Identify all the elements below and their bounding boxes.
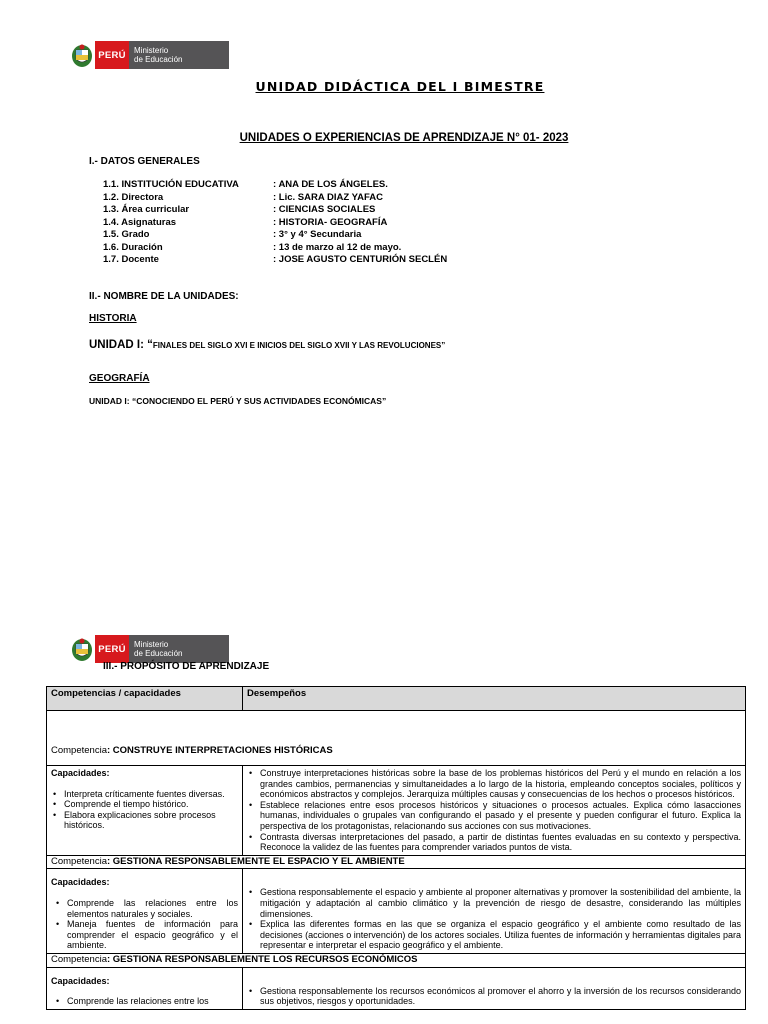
peru-coat-of-arms-icon <box>71 41 93 69</box>
learning-purpose-table <box>46 686 746 1010</box>
general-row: 1.5. Grado : 3° y 4° Secundaria <box>103 229 362 240</box>
competencia-row: Competencia: GESTIONA RESPONSABLEMENTE LOS RECURSOS ECONÓMICOS <box>47 953 746 967</box>
geografia-unit-title: UNIDAD I: “CONOCIENDO EL PERÚ Y SUS ACTIVIDADES ECONÓMICAS” <box>89 396 387 406</box>
general-row: 1.1. INSTITUCIÓN EDUCATIVA : ANA DE LOS ÁNGELES. <box>103 179 388 190</box>
desempenos-cell <box>243 766 746 856</box>
list-item: • Gestiona responsablemente el espacio y ambiente al proponer alternativas y promover la sostenibilidad del ambiente, la mitigación y adaptación al cambio climático y la prevención de riesgo de desastre, considerando las múltiples dimensiones. <box>260 887 741 919</box>
general-row: 1.3. Área curricular : CIENCIAS SOCIALES <box>103 204 376 215</box>
historia-unit-title: UNIDAD I: “FINALES DEL SIGLO XVI E INICIOS DEL SIGLO XVII Y LAS REVOLUCIONES” <box>89 339 446 351</box>
capacidades-cell: Capacidades: • Comprende las relaciones entre los <box>47 967 243 1009</box>
general-row: 1.7. Docente : JOSE AGUSTO CENTURIÓN SECLÉN <box>103 254 448 265</box>
section-datos-generales: I.- DATOS GENERALES <box>89 156 200 167</box>
capacidades-cell: Capacidades: • Interpreta críticamente fuentes diversas. • Comprende el tiempo histórico. • Elabora explicaciones sobre procesos históricos. <box>47 766 243 856</box>
list-item: • Comprende las relaciones entre los elementos naturales y sociales. <box>67 898 238 919</box>
list-item: • Comprende el tiempo histórico. <box>64 799 238 810</box>
list-item: • Establece relaciones entre esos procesos históricos y situaciones o procesos actuales. Explica cómo lasacciones humanas, individuales o grupales van configurando el pasado y el presente y pueden configurar el futuro. Explica la perspectiva de los protagonistas, relacionando sus acciones con sus motivaciones. <box>260 800 741 832</box>
historia-heading: HISTORIA <box>89 313 137 324</box>
general-row: 1.2. Directora : Lic. SARA DIAZ YAFAC <box>103 191 383 203</box>
peru-label: PERÚ <box>95 41 129 69</box>
col-competencias-header: Competencias / capacidades <box>47 687 243 711</box>
list-item: • Maneja fuentes de información para comprender el espacio geográfico y el ambiente. <box>67 919 238 951</box>
col-desempenos-header: Desempeños <box>243 687 746 711</box>
desempenos-cell <box>243 869 746 954</box>
section-nombre-unidades: II.- NOMBRE DE LA UNIDADES: <box>89 291 239 302</box>
table-row <box>47 766 746 856</box>
list-item: • Contrasta diversas interpretaciones del pasado, a partir de distintas fuentes evaluadas en su contexto y perspectiva. Reconoce la validez de las fuentes para comprender variados puntos de vista. <box>260 832 741 853</box>
competencia-row: Competencia: GESTIONA RESPONSABLEMENTE EL ESPACIO Y EL AMBIENTE <box>47 855 746 869</box>
competencia-row: Competencia: CONSTRUYE INTERPRETACIONES HISTÓRICAS <box>47 711 746 766</box>
general-row: 1.6. Duración : 13 de marzo al 12 de mayo. <box>103 241 402 253</box>
desempenos-cell <box>243 967 746 1009</box>
geografia-heading: GEOGRAFÍA <box>89 373 150 384</box>
general-data-list <box>103 179 447 267</box>
peru-coat-of-arms-icon <box>71 635 93 663</box>
table-row <box>47 967 746 1009</box>
list-item: • Interpreta críticamente fuentes diversas. <box>64 789 238 800</box>
list-item: • Construye interpretaciones históricas sobre la base de los problemas históricos del Perú y el mundo en relación a los grandes cambios, permanencias y simultaneidades a lo largo de la historia, empleando conceptos sociales, políticos y económicos abstractos y complejos. Jerarquiza múltiples causas y consecuencias de los hechos o procesos históricos. <box>260 768 741 800</box>
list-item: • Explica las diferentes formas en las que se organiza el espacio geográfico y el ambiente como resultado de las decisiones (acciones o intervención) de los actores sociales. Utiliza fuentes de información y herramientas digitales para representar e interpretar el espacio geográfico y el ambiente. <box>260 919 741 951</box>
table-row <box>47 869 746 954</box>
list-item: • Elabora explicaciones sobre procesos históricos. <box>64 810 238 831</box>
page-subtitle: UNIDADES O EXPERIENCIAS DE APRENDIZAJE N° 01- 2023 <box>239 132 569 144</box>
page-title: UNIDAD DIDÁCTICA DEL I BIMESTRE <box>255 79 545 94</box>
ministry-label: Ministerio de Educación <box>129 635 229 663</box>
table-header-row <box>47 687 746 711</box>
peru-label: PERÚ <box>95 635 129 663</box>
ministry-label: Ministerio de Educación <box>129 41 229 69</box>
general-row: 1.4. Asignaturas : HISTORIA- GEOGRAFÍA <box>103 216 388 228</box>
minedu-logo <box>71 635 229 663</box>
capacidades-cell: Capacidades: • Comprende las relaciones entre los elementos naturales y sociales. • Maneja fuentes de información para comprender el espacio geográfico y el ambiente. <box>47 869 243 954</box>
section-proposito: III.- PROPÓSITO DE APRENDIZAJE <box>103 661 270 672</box>
list-item: • Gestiona responsablemente los recursos económicos al promover el ahorro y la inversión de los recursos considerando sus objetivos, riesgos y oportunidades. <box>260 986 741 1007</box>
list-item: • Comprende las relaciones entre los <box>67 996 238 1007</box>
minedu-logo <box>71 41 229 69</box>
